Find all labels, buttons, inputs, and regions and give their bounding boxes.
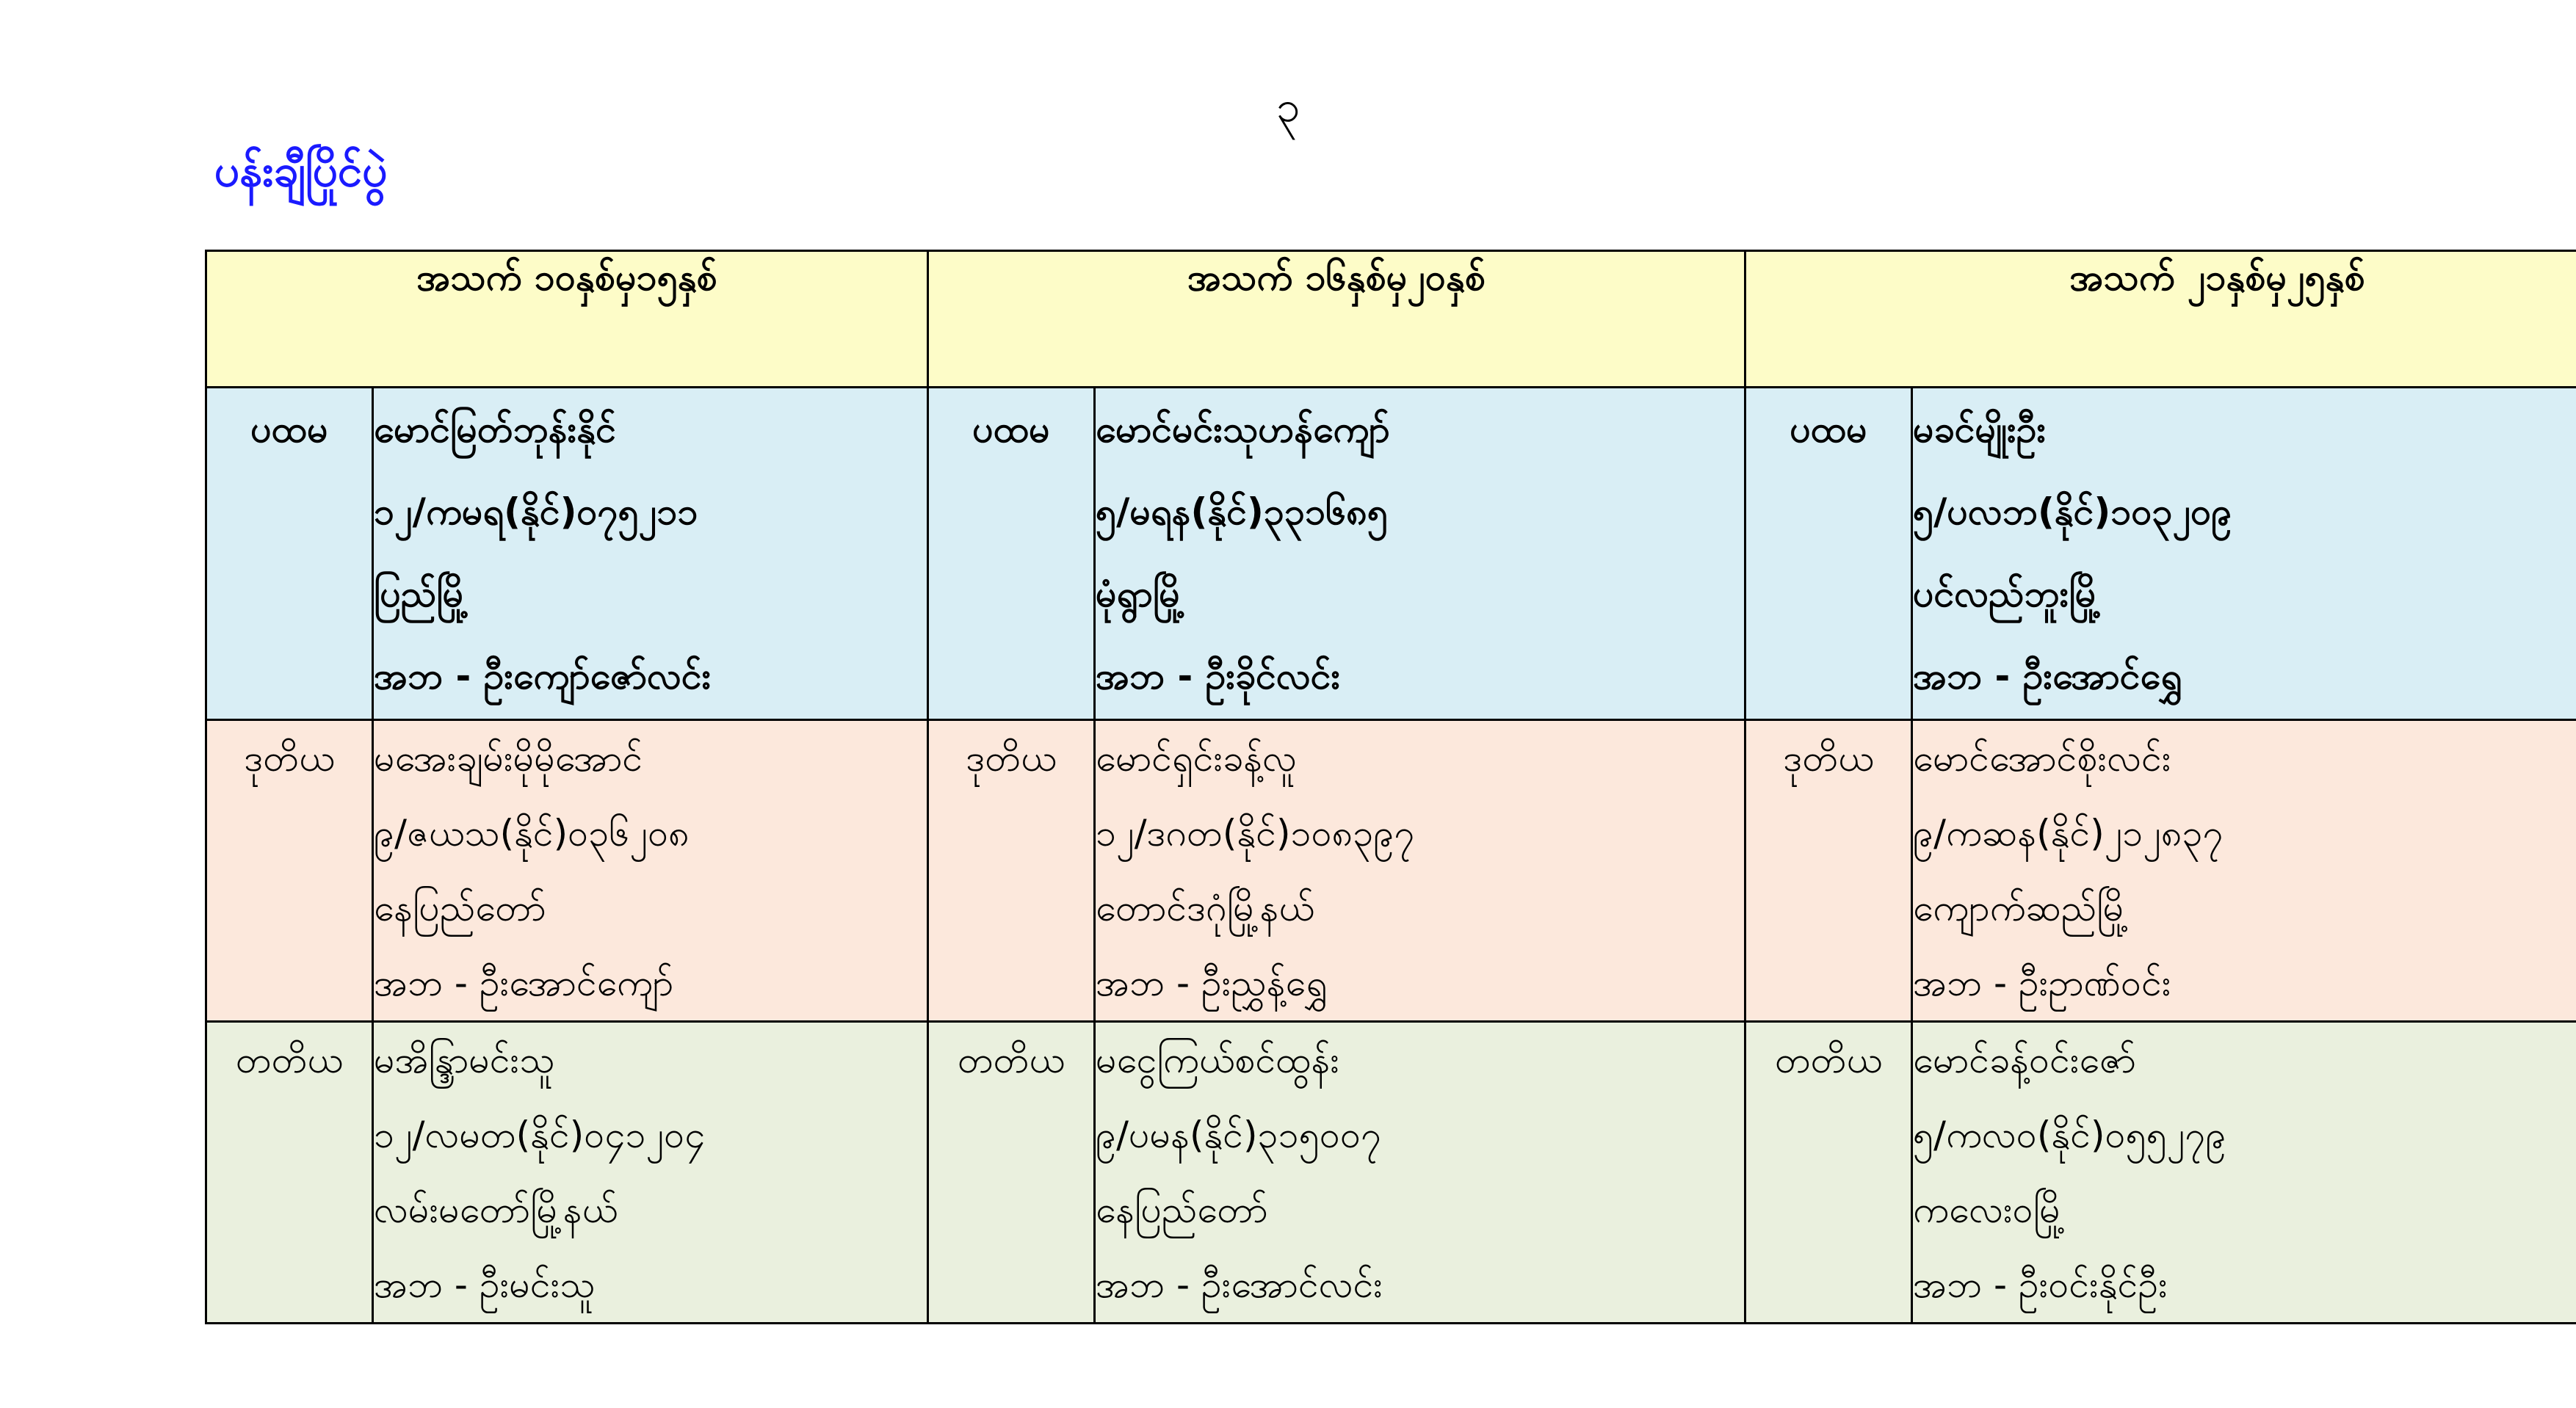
rank-label: ဒုတိယ bbox=[206, 720, 373, 1022]
page-heading: ပန်းချီပြိုင်ပွဲ bbox=[214, 145, 388, 197]
winner-parent: အဘ - ဦးအောင်ရွှေ bbox=[1913, 655, 2182, 697]
winner-parent: အဘ - ဦးအောင်လင်း bbox=[1096, 1263, 1383, 1306]
winner-entry bbox=[1912, 1022, 2576, 1324]
winner-nrc: ၉/ကဆန(နိုင်)၂၁၂၈၃၇ bbox=[1913, 812, 2224, 854]
winner-name: မောင်မြတ်ဘုန်းနိုင် bbox=[374, 408, 616, 451]
winner-entry bbox=[1912, 388, 2576, 720]
rank-label: ပထမ bbox=[928, 388, 1095, 720]
winner-entry bbox=[1095, 1022, 1745, 1324]
winner-entry bbox=[373, 720, 928, 1022]
winner-parent: အဘ - ဦးအောင်ကျော် bbox=[374, 962, 674, 1004]
winner-parent: အဘ - ဦးဝင်းနိုင်ဦး bbox=[1913, 1263, 2168, 1306]
results-table bbox=[205, 250, 2576, 1324]
winner-town: ပြည်မြို့ bbox=[374, 573, 469, 615]
winner-name: မောင်ရှင်းခန့်လူ bbox=[1096, 737, 1298, 780]
winner-entry bbox=[1095, 720, 1745, 1022]
table-row-third-place bbox=[206, 1022, 2576, 1324]
rank-label: ပထမ bbox=[1745, 388, 1912, 720]
rank-label: ပထမ bbox=[206, 388, 373, 720]
winner-nrc: ၅/ကလဝ(နိုင်)၀၅၅၂၇၉ bbox=[1913, 1114, 2226, 1156]
winner-parent: အဘ - ဦးမင်းသူ bbox=[374, 1263, 596, 1306]
age-group-header: အသက် ၁၀နှစ်မှ၁၅နှစ် bbox=[206, 251, 928, 388]
age-group-header: အသက် ၁၆နှစ်မှ၂၀နှစ် bbox=[928, 251, 1745, 388]
winner-parent: အဘ - ဦးညွှန့်ရွှေ bbox=[1096, 962, 1328, 1004]
winner-name: မငွေကြယ်စင်ထွန်း bbox=[1096, 1039, 1340, 1081]
winner-entry bbox=[1912, 720, 2576, 1022]
rank-label: တတိယ bbox=[206, 1022, 373, 1324]
winner-name: မအိန္ဒြာမင်းသူ bbox=[374, 1039, 555, 1081]
winner-parent: အဘ - ဦးခိုင်လင်း bbox=[1096, 655, 1341, 697]
winner-town: ကျောက်ဆည်မြို့ bbox=[1913, 887, 2130, 929]
winner-town: မုံရွာမြို့ bbox=[1096, 573, 1186, 615]
winner-parent: အဘ - ဦးကျော်ဇော်လင်း bbox=[374, 655, 712, 697]
winner-nrc: ၅/မရန(နိုင်)၃၃၁၆၈၅ bbox=[1096, 490, 1389, 533]
winner-nrc: ၁၂/လမတ(နိုင်)၀၄၁၂၀၄ bbox=[374, 1114, 706, 1156]
winner-nrc: ၉/ပမန(နိုင်)၃၁၅၀၀၇ bbox=[1096, 1114, 1382, 1156]
winner-town: နေပြည်တော် bbox=[1096, 1189, 1268, 1231]
winner-nrc: ၅/ပလဘ(နိုင်)၁၀၃၂၀၉ bbox=[1913, 490, 2232, 533]
winner-town: နေပြည်တော် bbox=[374, 887, 546, 929]
table-row-second-place bbox=[206, 720, 2576, 1022]
winner-name: မအေးချမ်းမိုမိုအောင် bbox=[374, 737, 643, 780]
winner-nrc: ၁၂/ကမရ(နိုင်)၀၇၅၂၁၁ bbox=[374, 490, 698, 533]
winner-town: ကလေးဝမြို့ bbox=[1913, 1189, 2066, 1231]
table-row-first-place bbox=[206, 388, 2576, 720]
winner-nrc: ၉/ဇယသ(နိုင်)၀၃၆၂၀၈ bbox=[374, 812, 690, 854]
winner-parent: အဘ - ဦးဥာဏ်ဝင်း bbox=[1913, 962, 2171, 1004]
winner-town: လမ်းမတော်မြို့နယ် bbox=[374, 1189, 618, 1231]
winner-town: တောင်ဒဂုံမြို့နယ် bbox=[1096, 887, 1314, 929]
winner-nrc: ၁၂/ဒဂတ(နိုင်)၁၀၈၃၉၇ bbox=[1096, 812, 1415, 854]
winner-entry bbox=[373, 388, 928, 720]
rank-label: ဒုတိယ bbox=[928, 720, 1095, 1022]
winner-name: မောင်မင်းသုဟန်ကျော် bbox=[1096, 408, 1390, 451]
age-group-header-row bbox=[206, 251, 2576, 388]
winner-name: မောင်ခန့်ဝင်းဇော် bbox=[1913, 1039, 2136, 1081]
winner-name: မောင်အောင်စိုးလင်း bbox=[1913, 737, 2171, 780]
rank-label: တတိယ bbox=[928, 1022, 1095, 1324]
winner-entry bbox=[373, 1022, 928, 1324]
rank-label: တတိယ bbox=[1745, 1022, 1912, 1324]
winner-entry bbox=[1095, 388, 1745, 720]
winner-name: မခင်မျိုးဦး bbox=[1913, 408, 2047, 451]
page-number: ၃ bbox=[1276, 81, 1300, 131]
age-group-header: အသက် ၂၁နှစ်မှ၂၅နှစ် bbox=[1745, 251, 2576, 388]
winner-town: ပင်လည်ဘူးမြို့ bbox=[1913, 573, 2102, 615]
rank-label: ဒုတိယ bbox=[1745, 720, 1912, 1022]
